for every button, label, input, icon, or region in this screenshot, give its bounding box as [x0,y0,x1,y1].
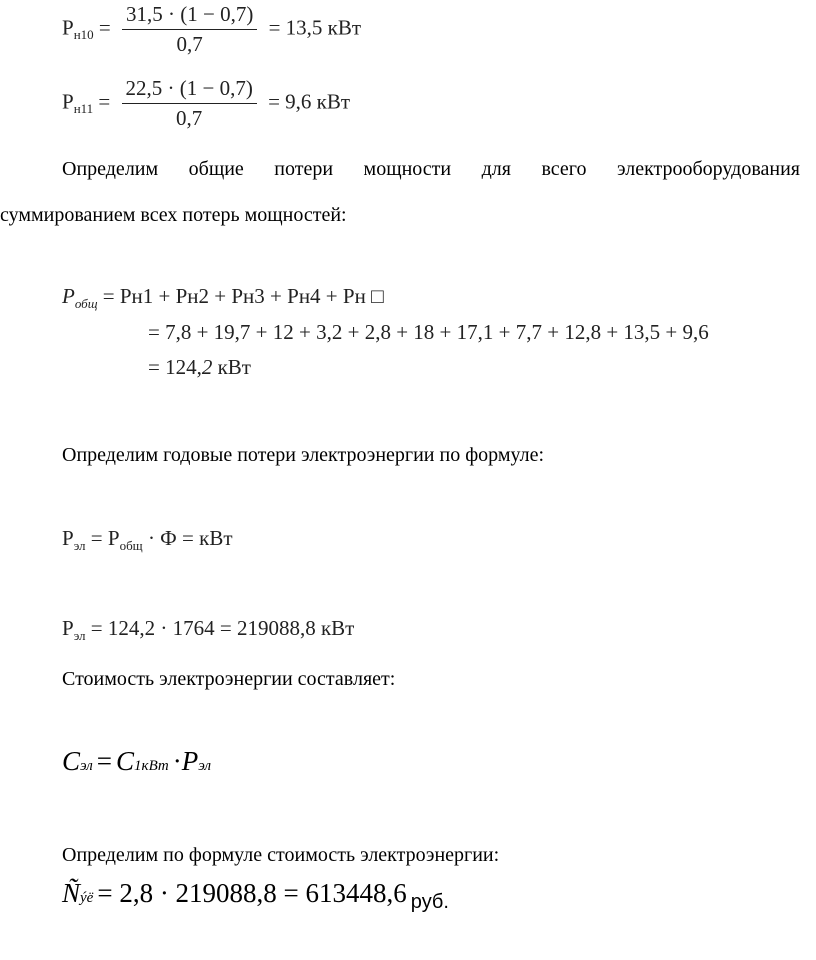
eq-rhs: = 2,8 · 219088,8 = 613448,6 [97,878,407,908]
eq-subscript: эл [73,628,86,643]
eq-sign: = [98,89,111,114]
eq-sign: = [98,15,111,40]
eq-sign: = [96,746,113,776]
eq-lhs: P [62,89,74,114]
eq-lhs: P [62,284,75,308]
equation-total-losses-line2: = 7,8 + 19,7 + 12 + 3,2 + 2,8 + 18 + 17,1 + 7,7 + 12,8 + 13,5 + 9,6 [148,320,709,344]
eq-c-el-subscript: эл [80,758,93,774]
eq-subscript: ýë [80,890,94,906]
eq-rhs: = 9,6 кВт [268,89,351,114]
fraction-denominator: 0,7 [176,106,203,130]
eq-c-1kwt: C [116,746,135,776]
eq-c-el: C [62,746,81,776]
eq-value-italic-digit: 2 [201,355,213,379]
eq-dot: · [172,746,182,776]
equation-cost-value [62,878,449,913]
fraction [122,76,257,131]
paragraph-annual-losses: Определим годовые потери электроэнергии по формуле: [62,444,545,466]
eq-unit: кВт [212,355,251,379]
eq-lhs: P [62,526,74,550]
eq-mid: = P [90,526,120,550]
eq-rhs: = 124,2 · 1764 = 219088,8 кВт [90,616,355,640]
paragraph-total-losses-line1: Определим общие потери мощности для всего электрооборудования [62,158,800,180]
eq-p-el-subscript: эл [198,758,212,774]
equation-pel-value [62,616,354,641]
eq-value-part: = 124, [148,355,202,379]
fraction-numerator: 22,5 · (1 − 0,7) [122,76,257,104]
paragraph-cost: Стоимость электроэнергии составляет: [62,668,396,690]
eq-subscript: н11 [73,101,94,117]
fraction-numerator: 31,5 · (1 − 0,7) [122,2,257,30]
eq-subscript: общ [74,296,98,311]
eq-p-el: P [181,746,199,776]
equation-pn10 [62,2,361,57]
eq-subscript: эл [73,538,86,553]
equation-pn11 [62,76,350,131]
eq-unit: руб. [410,891,449,913]
eq-line1: = Pн1 + Pн2 + Pн3 + Pн4 + Pн □ [102,284,384,308]
paragraph-total-losses-line2: суммированием всех потерь мощностей: [0,204,347,226]
eq-subscript: н10 [73,27,94,43]
eq-lhs: P [62,616,74,640]
eq-rhs: · Ф = кВт [147,526,233,550]
equation-total-losses-line3 [148,355,251,380]
fraction [122,2,257,57]
equation-total-losses [62,284,384,309]
equation-pel-formula [62,526,233,551]
eq-lhs: P [62,15,74,40]
equation-cost-formula [62,746,211,777]
eq-lhs: Ñ [62,878,81,908]
eq-mid-subscript: общ [119,538,143,553]
eq-c-1kwt-subscript: 1кВт [134,758,169,774]
paragraph-cost-formula: Определим по формуле стоимость электроэнергии: [62,844,500,866]
eq-rhs: = 13,5 кВт [268,15,362,40]
fraction-denominator: 0,7 [176,32,203,56]
